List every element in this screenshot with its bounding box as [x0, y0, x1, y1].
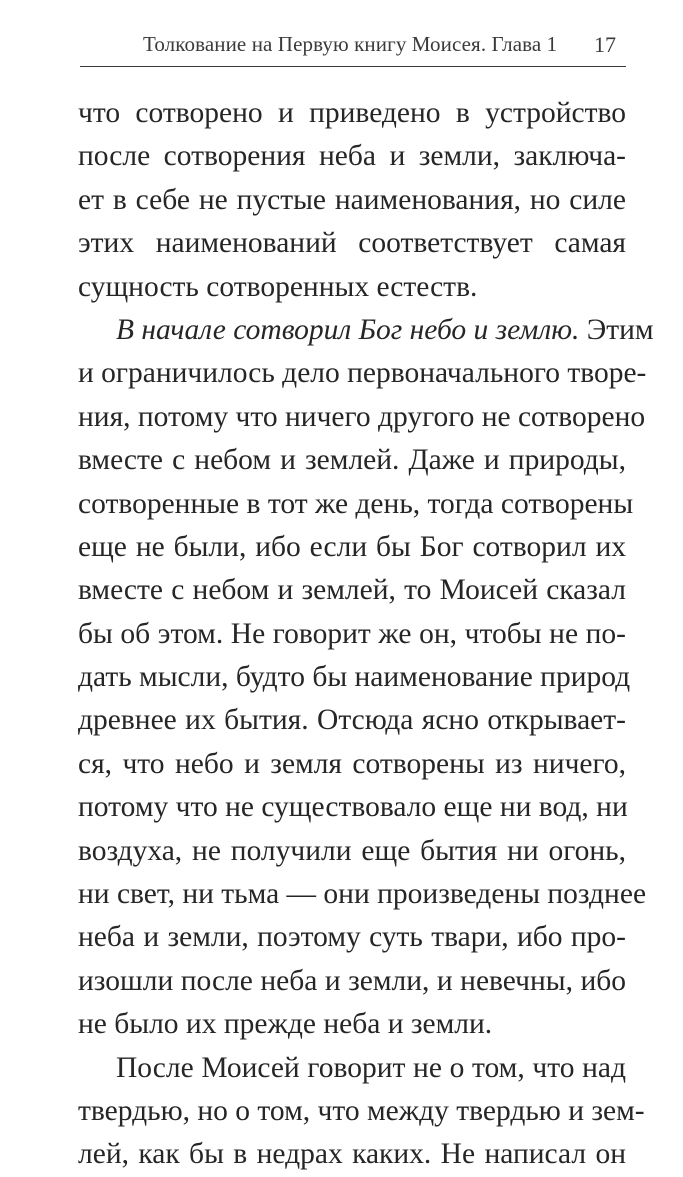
text-fragment: Этим: [586, 313, 654, 346]
page-number: 17: [594, 32, 616, 57]
text-line: древнее их бытия. Отсюда ясно открывает-: [78, 704, 626, 737]
scripture-quote: В начале сотворил Бог небо и землю.: [116, 313, 580, 346]
text-line: ет в себе не пустые наименования, но силе: [78, 183, 626, 216]
text-line: еще не были, ибо если бы Бог сотворил их: [78, 530, 626, 563]
paragraph-first-line: [78, 309, 654, 352]
text-line: ния, потому что ничего другого не сотворено: [78, 400, 646, 433]
text-line: и ограничилось дело первоначального творе-: [78, 357, 647, 390]
text-line: что сотворено и приведено в устройство: [78, 97, 626, 129]
text-line: ся, что небо и земля сотворены из ничего,: [78, 747, 626, 780]
text-line: не было их прежде неба и земли.: [78, 1008, 493, 1041]
text-line: сотворенные в тот же день, тогда сотворены: [78, 487, 634, 520]
text-line: лей, как бы в недрах каких. Не написал он: [78, 1138, 626, 1171]
text-line: изошли после неба и земли, и невечны, ибо: [78, 964, 626, 997]
text-line: сущность сотворенных естеств.: [78, 270, 478, 303]
text-line: твердью, но о том, что между твердью и зем-: [78, 1094, 645, 1127]
text-line: после сотворения неба и земли, заключа-: [78, 140, 626, 173]
paragraph-first-line: После Моисей говорит не о том, что над: [116, 1051, 626, 1084]
text-line: этих наименований соответствует самая: [78, 227, 626, 260]
text-line: потому что не существовало еще ни вод, ни: [78, 791, 628, 824]
header-rule: [80, 66, 626, 67]
text-line: ни свет, ни тьма — они произведены позднее: [78, 878, 647, 911]
text-line: вместе с небом и землей. Даже и природы,: [78, 444, 626, 477]
running-head: [80, 28, 626, 62]
body-text: [78, 92, 654, 1177]
text-line: неба и земли, поэтому суть твари, ибо про-: [78, 921, 626, 954]
running-title: Толкование на Первую книгу Моисея. Глава 1: [143, 32, 558, 56]
text-line: дать мысли, будто бы наименование природ: [78, 661, 631, 694]
text-line: бы об этом. Не говорит же он, чтобы не по-: [78, 617, 626, 650]
text-line: вместе с небом и землей, то Моисей сказал: [78, 574, 626, 607]
text-line: воздуха, не получили еще бытия ни огонь,: [78, 834, 626, 867]
